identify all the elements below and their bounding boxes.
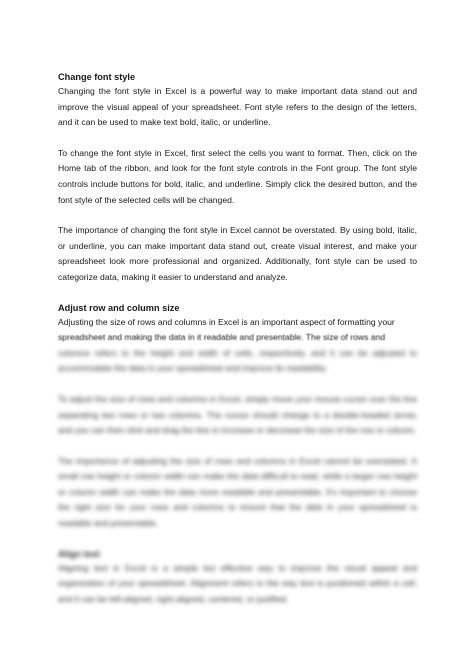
section-align-text <box>58 547 417 608</box>
paragraph: To change the font style in Excel, first select the cells you want to format. Then, click on the Home tab of the ribbon, and look for the font style controls in the Font group. The font style controls include buttons for bold, italic, and underline. Simply click the desired button, and the font style of the selected cells will be changed. <box>58 147 417 205</box>
paragraph-blurred: Aligning text in Excel is a simple but effective way to improve the visual appeal and organization of your spreadsheet. Alignment refers to the way text is positioned within a cell, and it can be left-aligned, right-aligned, centered, or justified. <box>58 562 417 604</box>
section-adjust-row-column-size <box>58 301 417 532</box>
section-heading: Adjust row and column size <box>58 302 180 313</box>
paragraph: Changing the font style in Excel is a powerful way to make important data stand out and improve the visual appeal of your spreadsheet. Font style refers to the design of the letters, and it can be used to make text bold, italic, or underline. <box>58 86 417 128</box>
blurred-preview-area <box>58 346 417 532</box>
paragraph-blurred: To adjust the size of rows and columns in Excel, simply move your mouse cursor over the line separating two rows or two columns. The cursor should change to a double-headed arrow, and you can then click and drag the line to increase or decrease the size of the row or column. <box>58 393 417 436</box>
paragraph-blurred: The importance of adjusting the size of rows and columns in Excel cannot be overstated. A small row height or column width can make the data difficult to read, while a larger row height or column width can make the data more readable and presentable. It's important to choose the right size for your rows and columns to ensure that the data in your spreadsheet is readable and presentable. <box>58 455 417 529</box>
section-heading: Align text <box>58 548 100 559</box>
document-page <box>58 70 417 607</box>
section-heading: Change font style <box>58 72 136 82</box>
section-change-font-style <box>58 70 417 286</box>
paragraph-clear-line: Adjusting the size of rows and columns in Excel is an important aspect of formatting your <box>58 316 395 327</box>
paragraph-partial-blur-line: spreadsheet and making the data in it readable and presentable. The size of rows and <box>58 332 386 343</box>
paragraph: The importance of changing the font style in Excel cannot be overstated. By using bold, italic, or underline, you can make important data stand out, create visual interest, and make your spreadsheet look more professional and organized. Additionally, font style can be used to categorize data, making it easier to understand and analyze. <box>58 225 417 282</box>
paragraph-blurred: columns refers to the height and width of cells, respectively, and it can be adjusted to accommodate the data in your spreadsheet and improve its readability. <box>58 347 417 374</box>
